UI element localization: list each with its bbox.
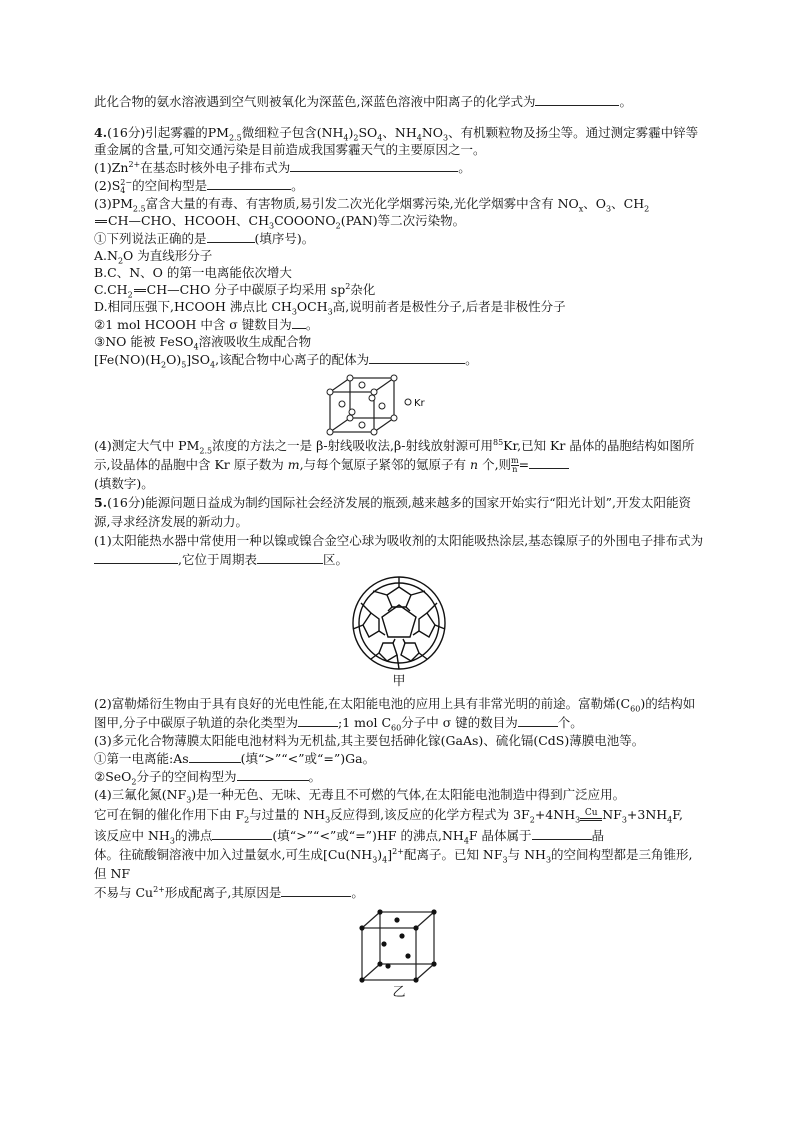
q4-part1: $(1)Zn^{2+}$在基态时核外电子排布式为 。 <box>94 159 471 175</box>
q5-stem: 5.(16分)能源问题日益成为制约国际社会经济发展的瓶颈,越来越多的国家开始实行“阳光计划”,开发太阳能资源,寻求经济发展的新动力。 <box>94 494 691 529</box>
q4-part4: (4)测定大气中 $PM_{2.5}$浓度的方法之一是 β-射线吸收法,β-射线放射源可用$^{85}$Kr,已知 Kr 晶体的晶胞结构如图所示,设晶体的晶胞中含 Kr 原子数为 m,与每个氪原子紧邻的氪原子有 n 个,则 $\frac{m}{n}$ = (填数字)。 <box>94 437 695 491</box>
answer-blank[interactable] <box>290 158 458 172</box>
crystal-yi-figure <box>94 908 704 984</box>
q5-part3-1: ①第一电离能:As (填“>”“<”或“=”)Ga。 <box>94 750 376 766</box>
catalyst-arrow: Cu <box>580 809 602 821</box>
answer-blank[interactable] <box>369 350 465 364</box>
option-d: D.相同压强下,HCOOH 沸点比 $CH_3OCH_3$高,说明前者是极性分子,后者是非极性分子 <box>94 298 566 316</box>
answer-blank[interactable] <box>281 883 351 897</box>
double-bond-icon <box>95 220 107 223</box>
q4-choice2: ②1 mol HCOOH 中含 σ 键数目为 。 <box>94 316 319 332</box>
answer-blank[interactable] <box>535 92 619 106</box>
q5-part1: (1)太阳能热水器中常使用一种以镍或镍合金空心球为吸收剂的太阳能吸热涂层,基态镍原子的外围电子排布式为,它位于周期表 区。 <box>94 532 704 567</box>
q5-part4: (4)三氟化氮$(NF_3)$是一种无色、无味、无毒且不可燃的气体,在太阳能电池制造中得到广泛应用。 <box>94 786 626 804</box>
answer-blank[interactable] <box>298 713 338 727</box>
answer-blank[interactable] <box>532 826 592 840</box>
answer-blank[interactable] <box>518 713 558 727</box>
fullerene-figure <box>94 573 704 673</box>
answer-blank[interactable] <box>237 767 309 781</box>
q5-part2: (2)富勒烯衍生物由于具有良好的光电性能,在太阳能电池的应用上具有非常光明的前途。富勒烯$(C_{60})$的结构如图甲,分子中碳原子轨道的杂化类型为 ;1 mol $C_{60}$分子中 σ 键的数目为 个。 <box>94 695 696 732</box>
kr-unit-cell-diagram <box>324 374 474 436</box>
q5-part3: (3)多元化合物薄膜太阳能电池材料为无机盐,其主要包括砷化镓(GaAs)、硫化镉(CdS)薄膜电池等。 <box>94 732 645 748</box>
figure-caption-jia: 甲 <box>392 673 406 689</box>
answer-blank[interactable] <box>94 550 178 564</box>
answer-blank[interactable] <box>207 176 291 190</box>
q4-stem: 4.(16分)引起雾霾的$PM_{2.5}$微细粒子包含$(NH_4)_2SO_4$、$NH_4NO_3$、有机颗粒物及扬尘等。通过测定雾霾中锌等重金属的含量,可知交通污染是目前造成我国雾霾天气的主要原因之一。 <box>94 125 699 157</box>
q4-choice3: ③NO 能被 FeSO$_4$溶液吸收生成配合物 <box>94 333 312 351</box>
option-a: $A.N_2O$ 为直线形分子 <box>94 247 213 265</box>
kr-crystal-figure <box>94 374 704 436</box>
fullerene-c60-diagram <box>349 573 449 673</box>
q5-part4-b: 该反应中 $NH_3$的沸点 (填“>”“<”或“=”)HF 的沸点$,NH_4F$ 晶体属于 晶 体。往硫酸铜溶液中加入过量氨水,可生成$[Cu(NH_3)_4]^{2+}$配离子。已知 $NF_3$与 $NH_3$的空间构型都是三角锥形,但 NF 不易与 $Cu^{2+}$形成配离子,其原因是 。 <box>94 827 693 900</box>
answer-blank[interactable] <box>292 315 306 329</box>
kr-legend-label: Kr <box>414 397 425 409</box>
figure-caption-yi: 乙 <box>392 984 406 1000</box>
answer-blank[interactable] <box>257 550 323 564</box>
q4-choice1: ①下列说法正确的是 (填序号)。 <box>94 230 315 246</box>
answer-blank[interactable] <box>212 826 272 840</box>
document-page <box>94 92 704 1001</box>
crystal-unit-cell-diagram <box>356 908 442 984</box>
answer-blank[interactable] <box>207 229 255 243</box>
q4-complex: $[Fe(NO)(H_2O)_5]SO_4$,该配合物中心离子的配体为 。 <box>94 351 478 369</box>
q4-part3: $(3)PM_{2.5}$富含大量的有毒、有害物质,易引发二次光化学烟雾污染,光化学烟雾中含有 $NO_x$、$O_3$、$CH_2$ CH—CHO、HCOOH、$CH_3COOONO_2(PAN)$等二次污染物。 <box>94 195 650 230</box>
double-bond-icon <box>134 289 146 292</box>
intro-line: 此化合物的氨水溶液遇到空气则被氧化为深蓝色,深蓝色溶液中阳离子的化学式为 。 <box>94 94 632 109</box>
q4-part2: (2)S 2− 4 的空间构型是 。 <box>94 177 304 195</box>
q5-part3-2: ②SeO$_2$分子的空间构型为 。 <box>94 768 322 786</box>
option-c: $C.CH_2$ CH—CHO 分子中碳原子均采用 $sp^2$杂化 <box>94 281 376 299</box>
q5-part4-eq: 它可在铜的催化作用下由 $F_2$与过量的 $NH_3$反应得到,该反应的化学方程式为 $3F_2+4NH_3Cu$ $NF_3+3NH_4F$, <box>94 806 683 824</box>
answer-blank[interactable] <box>189 749 241 763</box>
answer-blank[interactable] <box>529 455 569 469</box>
option-b: B.C、N、O 的第一电离能依次增大 <box>94 264 292 280</box>
